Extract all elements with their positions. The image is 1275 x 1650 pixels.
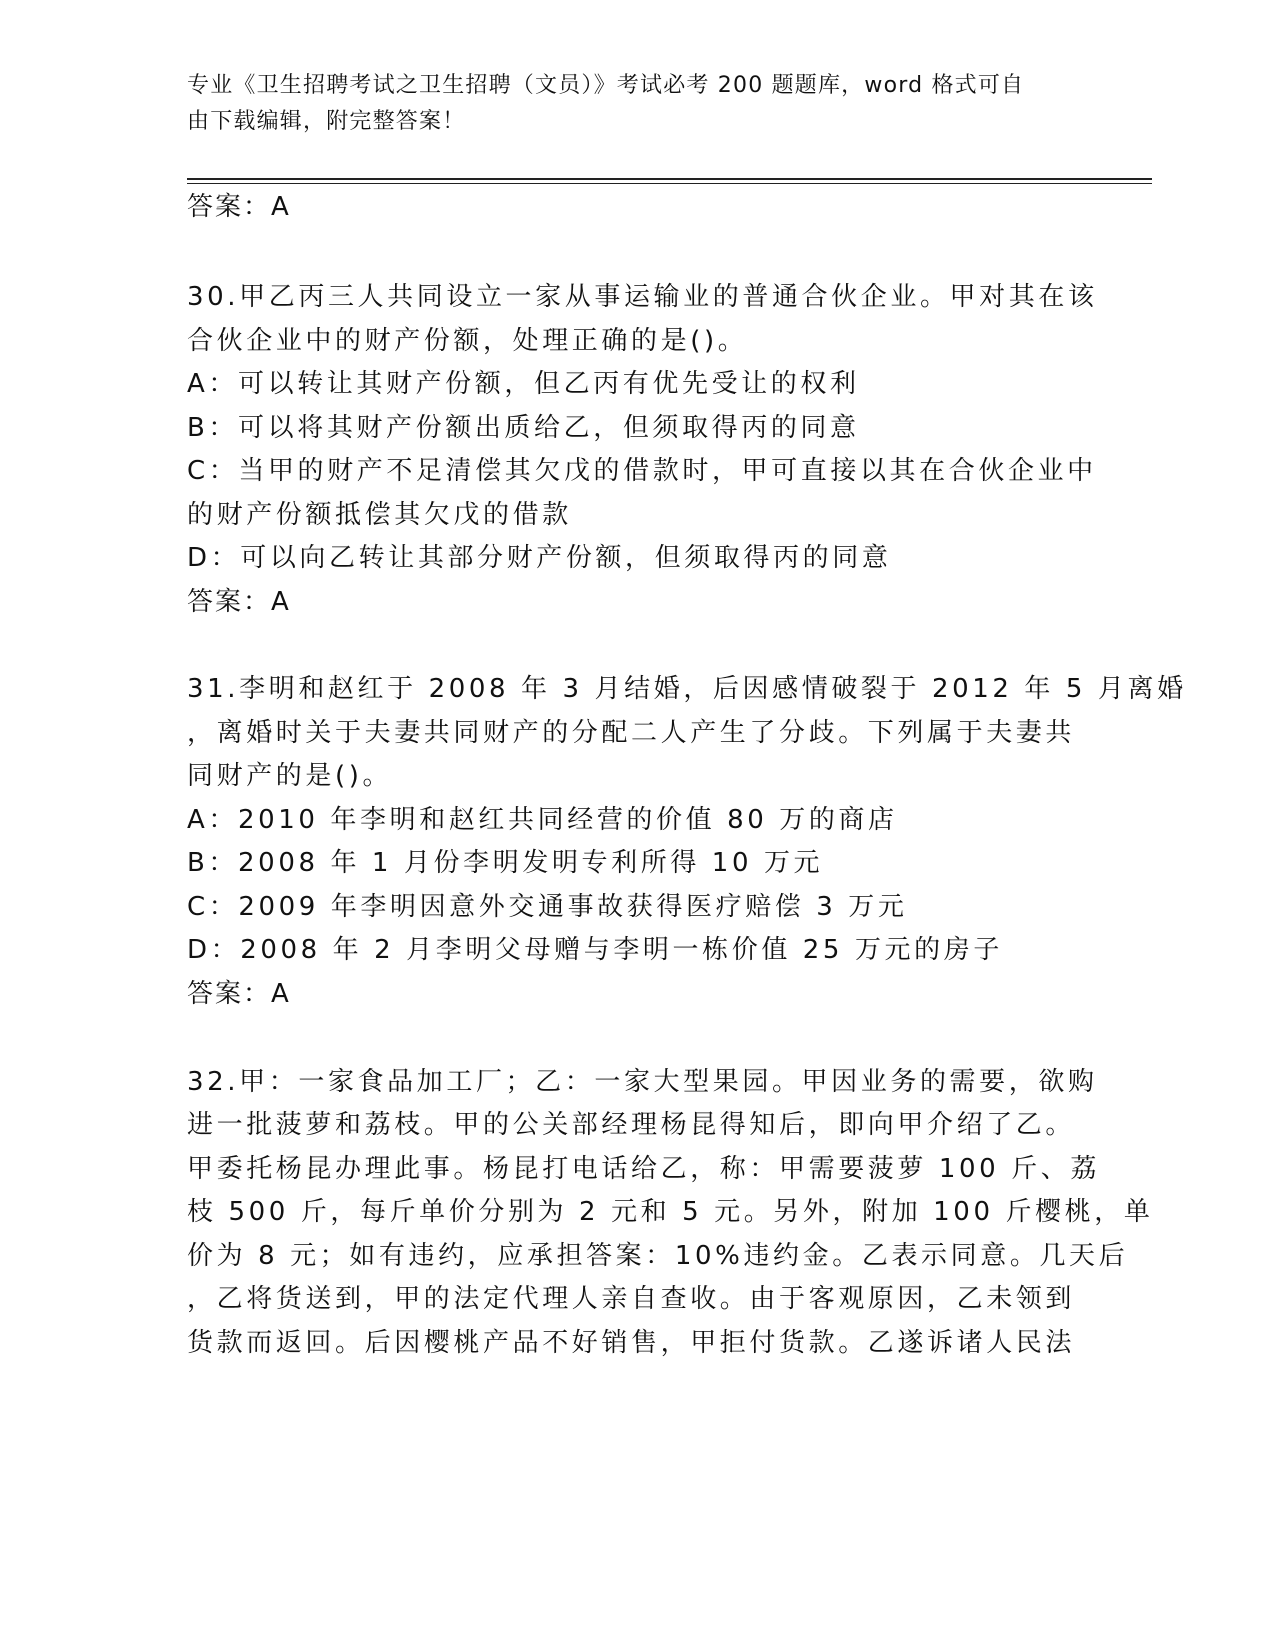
header-line: 专业《卫生招聘考试之卫生招聘（文员）》考试必考 200 题题库，word 格式可自 — [187, 73, 1025, 98]
question-stem-line: 甲委托杨昆办理此事。杨昆打电话给乙，称：甲需要菠萝 100 斤、荔 — [187, 1154, 1100, 1184]
option-a: A：可以转让其财产份额，但乙丙有优先受让的权利 — [187, 369, 860, 399]
option-d: D：2008 年 2 月李明父母赠与李明一栋价值 25 万元的房子 — [187, 935, 1003, 965]
option-a: A：2010 年李明和赵红共同经营的价值 80 万的商店 — [187, 805, 898, 835]
option-c-continued: 的财产份额抵偿其欠戊的借款 — [187, 500, 572, 530]
question-stem-line: 32.甲：一家食品加工厂；乙：一家大型果园。甲因业务的需要，欲购 — [187, 1067, 1098, 1097]
question-stem-line: 枝 500 斤，每斤单价分别为 2 元和 5 元。另外，附加 100 斤樱桃，单 — [187, 1197, 1154, 1227]
option-b: B：可以将其财产份额出质给乙，但须取得丙的同意 — [187, 413, 860, 443]
question-stem-line: 30.甲乙丙三人共同设立一家从事运输业的普通合伙企业。甲对其在该 — [187, 282, 1098, 312]
question-stem-line: 同财产的是()。 — [187, 761, 393, 791]
question-stem-line: 31.李明和赵红于 2008 年 3 月结婚，后因感情破裂于 2012 年 5 月离婚 — [187, 674, 1187, 704]
question-stem-line: 货款而返回。后因樱桃产品不好销售，甲拒付货款。乙遂诉诸人民法 — [187, 1328, 1076, 1358]
question-stem-line: 价为 8 元；如有违约，应承担答案：10%违约金。乙表示同意。几天后 — [187, 1241, 1129, 1271]
option-d: D：可以向乙转让其部分财产份额，但须取得丙的同意 — [187, 543, 892, 573]
option-c: C：当甲的财产不足清偿其欠戊的借款时，甲可直接以其在合伙企业中 — [187, 456, 1097, 486]
question-stem-line: 合伙企业中的财产份额，处理正确的是()。 — [187, 326, 748, 356]
header-line: 由下载编辑，附完整答案！ — [187, 109, 466, 134]
header-rule-thin — [187, 183, 1152, 184]
option-c: C：2009 年李明因意外交通事故获得医疗赔偿 3 万元 — [187, 892, 908, 922]
answer-31: 答案：A — [187, 979, 291, 1009]
question-stem-line: 进一批菠萝和荔枝。甲的公关部经理杨昆得知后，即向甲介绍了乙。 — [187, 1110, 1076, 1140]
header-rule-thick — [187, 178, 1152, 180]
option-b: B：2008 年 1 月份李明发明专利所得 10 万元 — [187, 848, 824, 878]
question-stem-line: ，乙将货送到，甲的法定代理人亲自查收。由于客观原因，乙未领到 — [187, 1284, 1076, 1314]
question-stem-line: ，离婚时关于夫妻共同财产的分配二人产生了分歧。下列属于夫妻共 — [187, 718, 1076, 748]
previous-answer: 答案：A — [187, 192, 291, 222]
document-header — [187, 68, 1067, 140]
answer-30: 答案：A — [187, 587, 291, 617]
